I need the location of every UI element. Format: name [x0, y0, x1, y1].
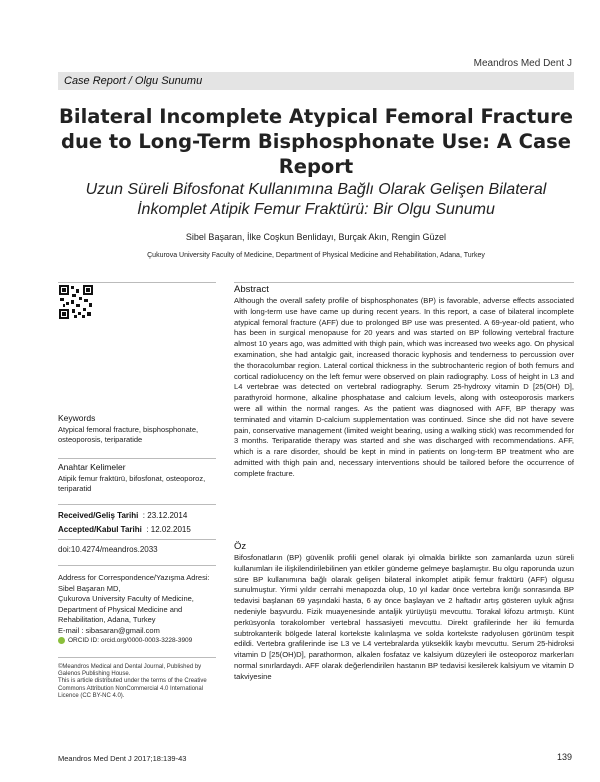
anahtar-heading: Anahtar Kelimeler [58, 462, 126, 472]
qr-code-icon [58, 284, 94, 320]
page-number: 139 [556, 752, 572, 762]
article-title-turkish: Uzun Süreli Bifosfonat Kullanımına Bağlı Olarak Gelişen Bilateral İnkomplet Atipik Femur Fraktürü: Bir Olgu Sunumu [85, 181, 547, 218]
section-label: Case Report / Olgu Sunumu [64, 75, 203, 87]
doi[interactable]: doi:10.4274/meandros.2033 [58, 545, 158, 554]
keywords-section [58, 413, 223, 445]
accepted-date: : 12.02.2015 [146, 525, 191, 534]
divider [58, 282, 216, 283]
divider [58, 565, 216, 566]
correspondence-line: Rehabilitation, Adana, Turkey [58, 615, 156, 624]
keywords-text: Atypical femoral fracture, bisphosphonate, osteoporosis, teriparatide [58, 425, 199, 444]
correspondence-heading: Address for Correspondence/Yazışma Adresi: [58, 573, 210, 582]
correspondence-line: Çukurova University Faculty of Medicine, [58, 594, 194, 603]
license-line: This is article distributed under the terms of the Creative Commons Attribution NonCommercial 4.0 International Licence (CC BY-NC 4.0). [58, 678, 207, 699]
keywords-heading: Keywords [58, 413, 96, 423]
license [58, 664, 218, 700]
correspondence-name: Sibel Başaran MD, [58, 583, 121, 593]
dates [58, 509, 191, 537]
license-line: ©Meandros Medical and Dental Journal, Published by Galenos Publishing House. [58, 664, 202, 678]
divider [58, 539, 216, 540]
correspondence [58, 573, 223, 647]
divider [58, 657, 216, 658]
article-title: Bilateral Incomplete Atypical Femoral Fracture due to Long-Term Bisphosphonate Use: A Case Report [59, 105, 573, 178]
abstract-heading: Abstract [234, 284, 269, 295]
received-date: : 23.12.2014 [142, 511, 188, 520]
footer-citation: Meandros Med Dent J 2017;18:139-43 [58, 754, 187, 763]
anahtar-section [58, 462, 223, 494]
divider [58, 504, 216, 505]
journal-name: Meandros Med Dent J [473, 58, 572, 69]
divider [58, 458, 216, 459]
abstract-text: Although the overall safety profile of bisphosphonates (BP) is favorable, adverse effects associated with long-term use have came up during recent years. In this report, a case of bilateral incomplete atypical femoral fracture (AFF) due to prolonged BP use was presented. A 69-year-old patient, who has been in surgical menopause for 20 years and was started on BP following vertebral fracture almost 10 years ago, was admitted with thigh pain, which was increased two weeks ago. On physical examination, she had antalgic gait, increased thoracic kyphosis and tenderness to percussion over the thoracolumbar region. Lateral cortical thickness in the subtrochanteric region of both femurs and cortical radiolucency on the left femur were observed on plain radiography. Loss of height in L3 and L4 vertebrae was detected on vertebral radiography. Serum 25-hydroxy vitamin D [25(OH) D], parathyroid hormone, alkaline phosphatase and calcium levels, along with osteoporosis markers were all within the normal ranges. As the patient was diagnosed with AFF, BP therapy was terminated and vitamin D-calcium supplementation was continued. Since she did not have severe pain, conservative management (limited weight bearing, using a walking stick) was recommended for 3 months. Teriparatide therapy was started and she was discharged with recommendations. AFF, which is a rare disorder, should be kept in mind in patients on long-term BP treatment who are admitted with thigh pain and, necessary interventions should be tailored before the occurrence of complete fracture. [234, 296, 574, 478]
accepted-label: Accepted/Kabul Tarihi [58, 525, 142, 534]
orcid-id[interactable]: ORCID ID: orcid.org/0000-0003-3228-3909 [68, 637, 193, 644]
correspondence-line: Department of Physical Medicine and [58, 604, 183, 614]
oz-heading: Öz [234, 541, 247, 552]
orcid-icon [58, 637, 65, 644]
oz-text: Bifosfonatların (BP) güvenlik profili genel olarak iyi olmakla birlikte son zamanlarda uzun süreli kullanımları ile ilişkilendirilebilinen yan etkiler gündeme gelmeye başlamıştır. Bu olgu raporunda uzun süre BP kullanımına bağlı olarak gelişen bilateral inkomplet atipik femur fraktürü (AFF) olgusu sunulmuştur. Yirmi yıldır cerrahi menapozda olup, 10 yıl kadar önce vertebra kırığı sonrasında BP tedavisi başlanan 69 yaşındaki hasta, 6 ay önce başlayan ve 2 haftadır artış gösteren uyluk ağrısı nedeniyle başvurdu. Fizik muayenesinde antaljik yürüyüşü mevcuttu. Torakal kifozu artmıştı. Künt perküsyonla torakolomber vertebral hassasiyeti mevcuttu. Direkt grafilerinde her iki femurda subtrokanterik bölgede lateral kortekste kalınlaşma ve solda kortekste radyolusen görünüm tespit edildi. Vertebra grafilerinde ise L3 ve L4 vertebralarda yükseklik kaybı mevcuttu. Serum 25-hidroksi vitamin D [25(OH)D], parathormon, alkalen fosfataz ve kalsiyum düzeyleri ile osteoporoz markerları normal sınırlardaydı. AFF olarak değerlendirilen hastanın BP tedavisi kesilerek kalsiyum ve vitamin D takviyesine [234, 553, 574, 681]
authors: Sibel Başaran, İlke Coşkun Benlidayı, Burçak Akın, Rengin Güzel [185, 232, 447, 242]
correspondence-email[interactable]: E-mail : sibasaran@gmail.com [58, 625, 160, 635]
divider [234, 282, 574, 283]
affiliation: Çukurova University Faculty of Medicine, Department of Physical Medicine and Rehabilitation, Adana, Turkey [147, 252, 485, 259]
anahtar-text: Atipik femur fraktürü, bifosfonat, osteoporoz, teriparatid [58, 474, 206, 493]
received-label: Received/Geliş Tarihi [58, 511, 139, 520]
